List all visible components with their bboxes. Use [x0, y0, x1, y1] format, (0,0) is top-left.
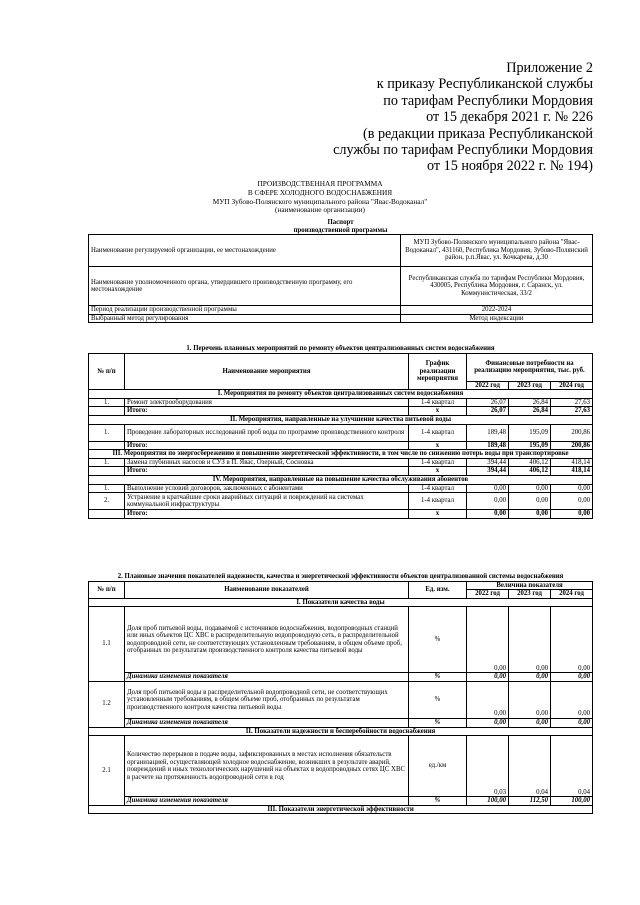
- col-header-year: 2024 год: [551, 590, 593, 599]
- row-unit: ед./км: [409, 736, 467, 797]
- passport-value: Республиканская служба по тарифам Республики Мордовия, 430005, Республика Мордовия, г. Саранск, ул. Коммунистическая, 33/2: [401, 267, 593, 306]
- total-value: 418,14: [551, 467, 593, 476]
- dynamics-value: 100,00: [551, 797, 593, 806]
- passport-table: [88, 219, 593, 323]
- row-schedule: 1-4 квартал: [409, 424, 467, 441]
- total-value: 406,12: [509, 467, 551, 476]
- dynamics-row: [89, 673, 593, 682]
- passport-value: Метод индексации: [401, 314, 593, 323]
- table-row: [89, 484, 593, 493]
- row-value: 394,44: [467, 458, 509, 467]
- row-value: 0,00: [551, 484, 593, 493]
- dynamics-value: 112,50: [509, 797, 551, 806]
- group-title: II. Мероприятия, направленные на улучшение качества питьевой воды: [89, 415, 593, 424]
- passport-value: МУП Зубово-Полянского муниципального района "Явас-Водоканал", 431160, Республика Мордовия, Зубово-Полянский район, р.п.Явас, ул. Кочкарева, д.30: [401, 235, 593, 267]
- row-schedule: 1-4 квартал: [409, 493, 467, 510]
- program-title-block: [0, 180, 640, 215]
- header-line: от 15 декабря 2021 г. № 226: [426, 109, 593, 126]
- total-row: [89, 441, 593, 450]
- indicators-table: [88, 573, 593, 814]
- col-header-year: 2022 год: [467, 590, 509, 599]
- passport-label: Наименование уполномоченного органа, утвердившего производственную программу, его местонахождение: [89, 267, 401, 306]
- row-value: 200,86: [551, 424, 593, 441]
- total-value: 26,07: [467, 407, 509, 416]
- total-row: [89, 510, 593, 519]
- header-line: от 15 ноября 2022 г. № 194): [426, 158, 593, 175]
- row-value: 0,00: [509, 681, 551, 718]
- row-value: 0,00: [509, 607, 551, 673]
- row-value: 0,00: [551, 607, 593, 673]
- row-value: 0,00: [551, 681, 593, 718]
- table-row: [89, 458, 593, 467]
- total-label: Итого:: [125, 407, 409, 416]
- dynamics-row: [89, 797, 593, 806]
- row-name: Проведение лабораторных исследований проб воды по программе производственного контроля: [125, 424, 409, 441]
- col-header-num: № п/п: [89, 581, 125, 598]
- row-schedule: 1-4 квартал: [409, 398, 467, 407]
- col-header-year: 2023 год: [509, 590, 551, 599]
- row-num: 1.: [89, 484, 125, 493]
- dynamics-value: 0,00: [509, 718, 551, 727]
- row-value: 189,48: [467, 424, 509, 441]
- group-title: III. Показатели энергетической эффективности: [89, 805, 593, 814]
- row-value: 0,03: [467, 736, 509, 797]
- dynamics-value: 0,00: [551, 718, 593, 727]
- row-name: Ремонт электрооборудования: [125, 398, 409, 407]
- total-value: 200,86: [551, 441, 593, 450]
- organization-caption: (наименование организации): [275, 205, 365, 215]
- program-title: ПРОИЗВОДСТВЕННАЯ ПРОГРАММА: [257, 179, 383, 188]
- row-value: 0,00: [467, 681, 509, 718]
- total-x: x: [409, 441, 467, 450]
- total-value: 0,00: [467, 510, 509, 519]
- row-schedule: 1-4 квартал: [409, 484, 467, 493]
- row-value: 0,00: [467, 484, 509, 493]
- row-value: 418,14: [551, 458, 593, 467]
- total-value: 195,09: [509, 441, 551, 450]
- dynamics-value: 0,00: [551, 673, 593, 682]
- row-value: 26,84: [509, 398, 551, 407]
- col-header-values: Величина показателя: [467, 581, 593, 590]
- col-header-num: № п/п: [89, 353, 125, 390]
- row-value: 0,00: [551, 493, 593, 510]
- header-line: к приказу Республиканской службы: [376, 76, 593, 93]
- header-line: по тарифам Республики Мордовия: [383, 92, 593, 109]
- row-num: 1.: [89, 424, 125, 441]
- dynamics-row: [89, 718, 593, 727]
- col-header-name: Наименование показателей: [125, 581, 409, 598]
- row-name: Доля проб питьевой воды, подаваемой с источников водоснабжения, водопроводных станций или иных объектов ЦС ХВС в распределительную водопроводную сеть, в распределительной водопроводной сети, не соответствующих установленным требованиям, в общем объеме проб, отобранных по результатам производственного контроля качества питьевой воды: [125, 607, 409, 673]
- row-num: 1.: [89, 458, 125, 467]
- organization-name: МУП Зубово-Полянского муниципального района "Явас-Водоканал": [212, 196, 428, 206]
- col-header-name: Наименование мероприятия: [125, 353, 409, 390]
- col-header-year: 2023 год: [509, 381, 551, 390]
- row-value: 0,04: [551, 736, 593, 797]
- dynamics-value: 0,00: [467, 673, 509, 682]
- group-title: IV. Мероприятия, направленные на повышение качества обслуживания абонентов: [89, 475, 593, 484]
- total-value: 0,00: [509, 510, 551, 519]
- dynamics-value: 100,00: [467, 797, 509, 806]
- dynamics-value: 0,00: [509, 673, 551, 682]
- row-unit: %: [409, 681, 467, 718]
- col-header-unit: Ед. изм.: [409, 581, 467, 598]
- total-value: 27,63: [551, 407, 593, 416]
- group-title: I. Мероприятия по ремонту объектов централизованных систем водоснабжения: [89, 390, 593, 399]
- table-row: [89, 424, 593, 441]
- row-value: 0,00: [467, 607, 509, 673]
- row-unit: %: [409, 607, 467, 673]
- dynamics-unit: %: [409, 797, 467, 806]
- row-value: 26,07: [467, 398, 509, 407]
- total-value: 0,00: [551, 510, 593, 519]
- row-schedule: 1-4 квартал: [409, 458, 467, 467]
- total-value: 189,48: [467, 441, 509, 450]
- dynamics-label: Динамика изменения показателя: [125, 718, 409, 727]
- row-num: 2.: [89, 493, 125, 510]
- col-header-finance: Финансовые потребности на реализацию мероприятия, тыс. руб.: [467, 353, 593, 381]
- col-header-schedule: График реализации мероприятия: [409, 353, 467, 390]
- total-x: x: [409, 467, 467, 476]
- passport-label: Выбранный метод регулирования: [89, 314, 401, 323]
- row-value: 0,00: [509, 493, 551, 510]
- indicator-row: [89, 681, 593, 718]
- row-name: Доля проб питьевой воды в распределительной водопроводной сети, не соответствующих установленным требованиям, в общем объеме проб, отобранных по результатам производственного контроля качества питьевой воды: [125, 681, 409, 718]
- passport-label: Период реализации производственной программы: [89, 306, 401, 315]
- row-name: Замена глубинных насосов и СУЗ в П. Явас, Озерный, Сосновка: [125, 458, 409, 467]
- group-title: III. Мероприятия по энергосбережению и повышению энергетической эффективности, в том числе по снижению потерь воды при транспортировке: [89, 450, 593, 459]
- total-x: x: [409, 510, 467, 519]
- row-value: 0,04: [509, 736, 551, 797]
- group-title: I. Показатели качества воды: [89, 598, 593, 607]
- header-line: службы по тарифам Республики Мордовия: [333, 142, 593, 159]
- row-value: 406,12: [509, 458, 551, 467]
- row-value: 0,00: [509, 484, 551, 493]
- indicator-row: [89, 736, 593, 797]
- row-name: Устранение в кратчайшие сроки аварийных ситуаций и повреждений на системах коммунальной инфраструктуры: [125, 493, 409, 510]
- passport-title: Паспорт: [327, 219, 354, 226]
- program-subtitle: В СФЕРЕ ХОЛОДНОГО ВОДОСНАБЖЕНИЯ: [247, 187, 393, 197]
- col-header-year: 2024 год: [551, 381, 593, 390]
- dynamics-label: Динамика изменения показателя: [125, 673, 409, 682]
- row-num: 1.1: [89, 607, 125, 682]
- total-row: [89, 467, 593, 476]
- total-label: Итого:: [125, 510, 409, 519]
- total-label: Итого:: [125, 441, 409, 450]
- row-value: 0,00: [467, 493, 509, 510]
- section-title: 1. Перечень плановых мероприятий по ремонту объектов централизованных систем водоснабжения: [186, 345, 495, 352]
- dynamics-value: 0,00: [467, 718, 509, 727]
- dynamics-unit: %: [409, 718, 467, 727]
- row-name: Количество перерывов в подаче воды, зафиксированных в местах исполнения обязательств организацией, осуществляющей холодное водоснабжение, возникших в результате аварий, повреждений и иных технологических нарушений на объектах в водопроводных сетях ЦС ХВС в расчете на протяженность водопроводной сети в год: [125, 736, 409, 797]
- document-header: [333, 60, 593, 175]
- table-row: [89, 398, 593, 407]
- section-title: 2. Плановые значения показателей надежности, качества и энергетической эффективности объектов централизованной системы водоснабжения: [117, 573, 564, 580]
- row-num: 1.: [89, 398, 125, 407]
- indicator-row: [89, 607, 593, 673]
- row-value: 195,09: [509, 424, 551, 441]
- row-value: 27,63: [551, 398, 593, 407]
- col-header-year: 2022 год: [467, 381, 509, 390]
- passport-subtitle: производственной программы: [293, 226, 388, 234]
- header-line: Приложение 2: [506, 60, 593, 76]
- dynamics-unit: %: [409, 673, 467, 682]
- row-name: Выполнение условий договоров, заключенных с абонентами: [125, 484, 409, 493]
- header-line: (в редакции приказа Республиканской: [362, 125, 593, 142]
- dynamics-label: Динамика изменения показателя: [125, 797, 409, 806]
- passport-value: 2022-2024: [401, 306, 593, 315]
- total-value: 394,44: [467, 467, 509, 476]
- total-x: x: [409, 407, 467, 416]
- passport-label: Наименование регулируемой организации, ее местонахождение: [89, 235, 401, 267]
- total-label: Итого:: [125, 467, 409, 476]
- total-value: 26,84: [509, 407, 551, 416]
- table-row: [89, 493, 593, 510]
- group-title: II. Показатели надежности и бесперебойности водоснабжения: [89, 727, 593, 736]
- row-num: 2.1: [89, 736, 125, 806]
- row-num: 1.2: [89, 681, 125, 727]
- activities-table: [88, 345, 593, 519]
- total-row: [89, 407, 593, 416]
